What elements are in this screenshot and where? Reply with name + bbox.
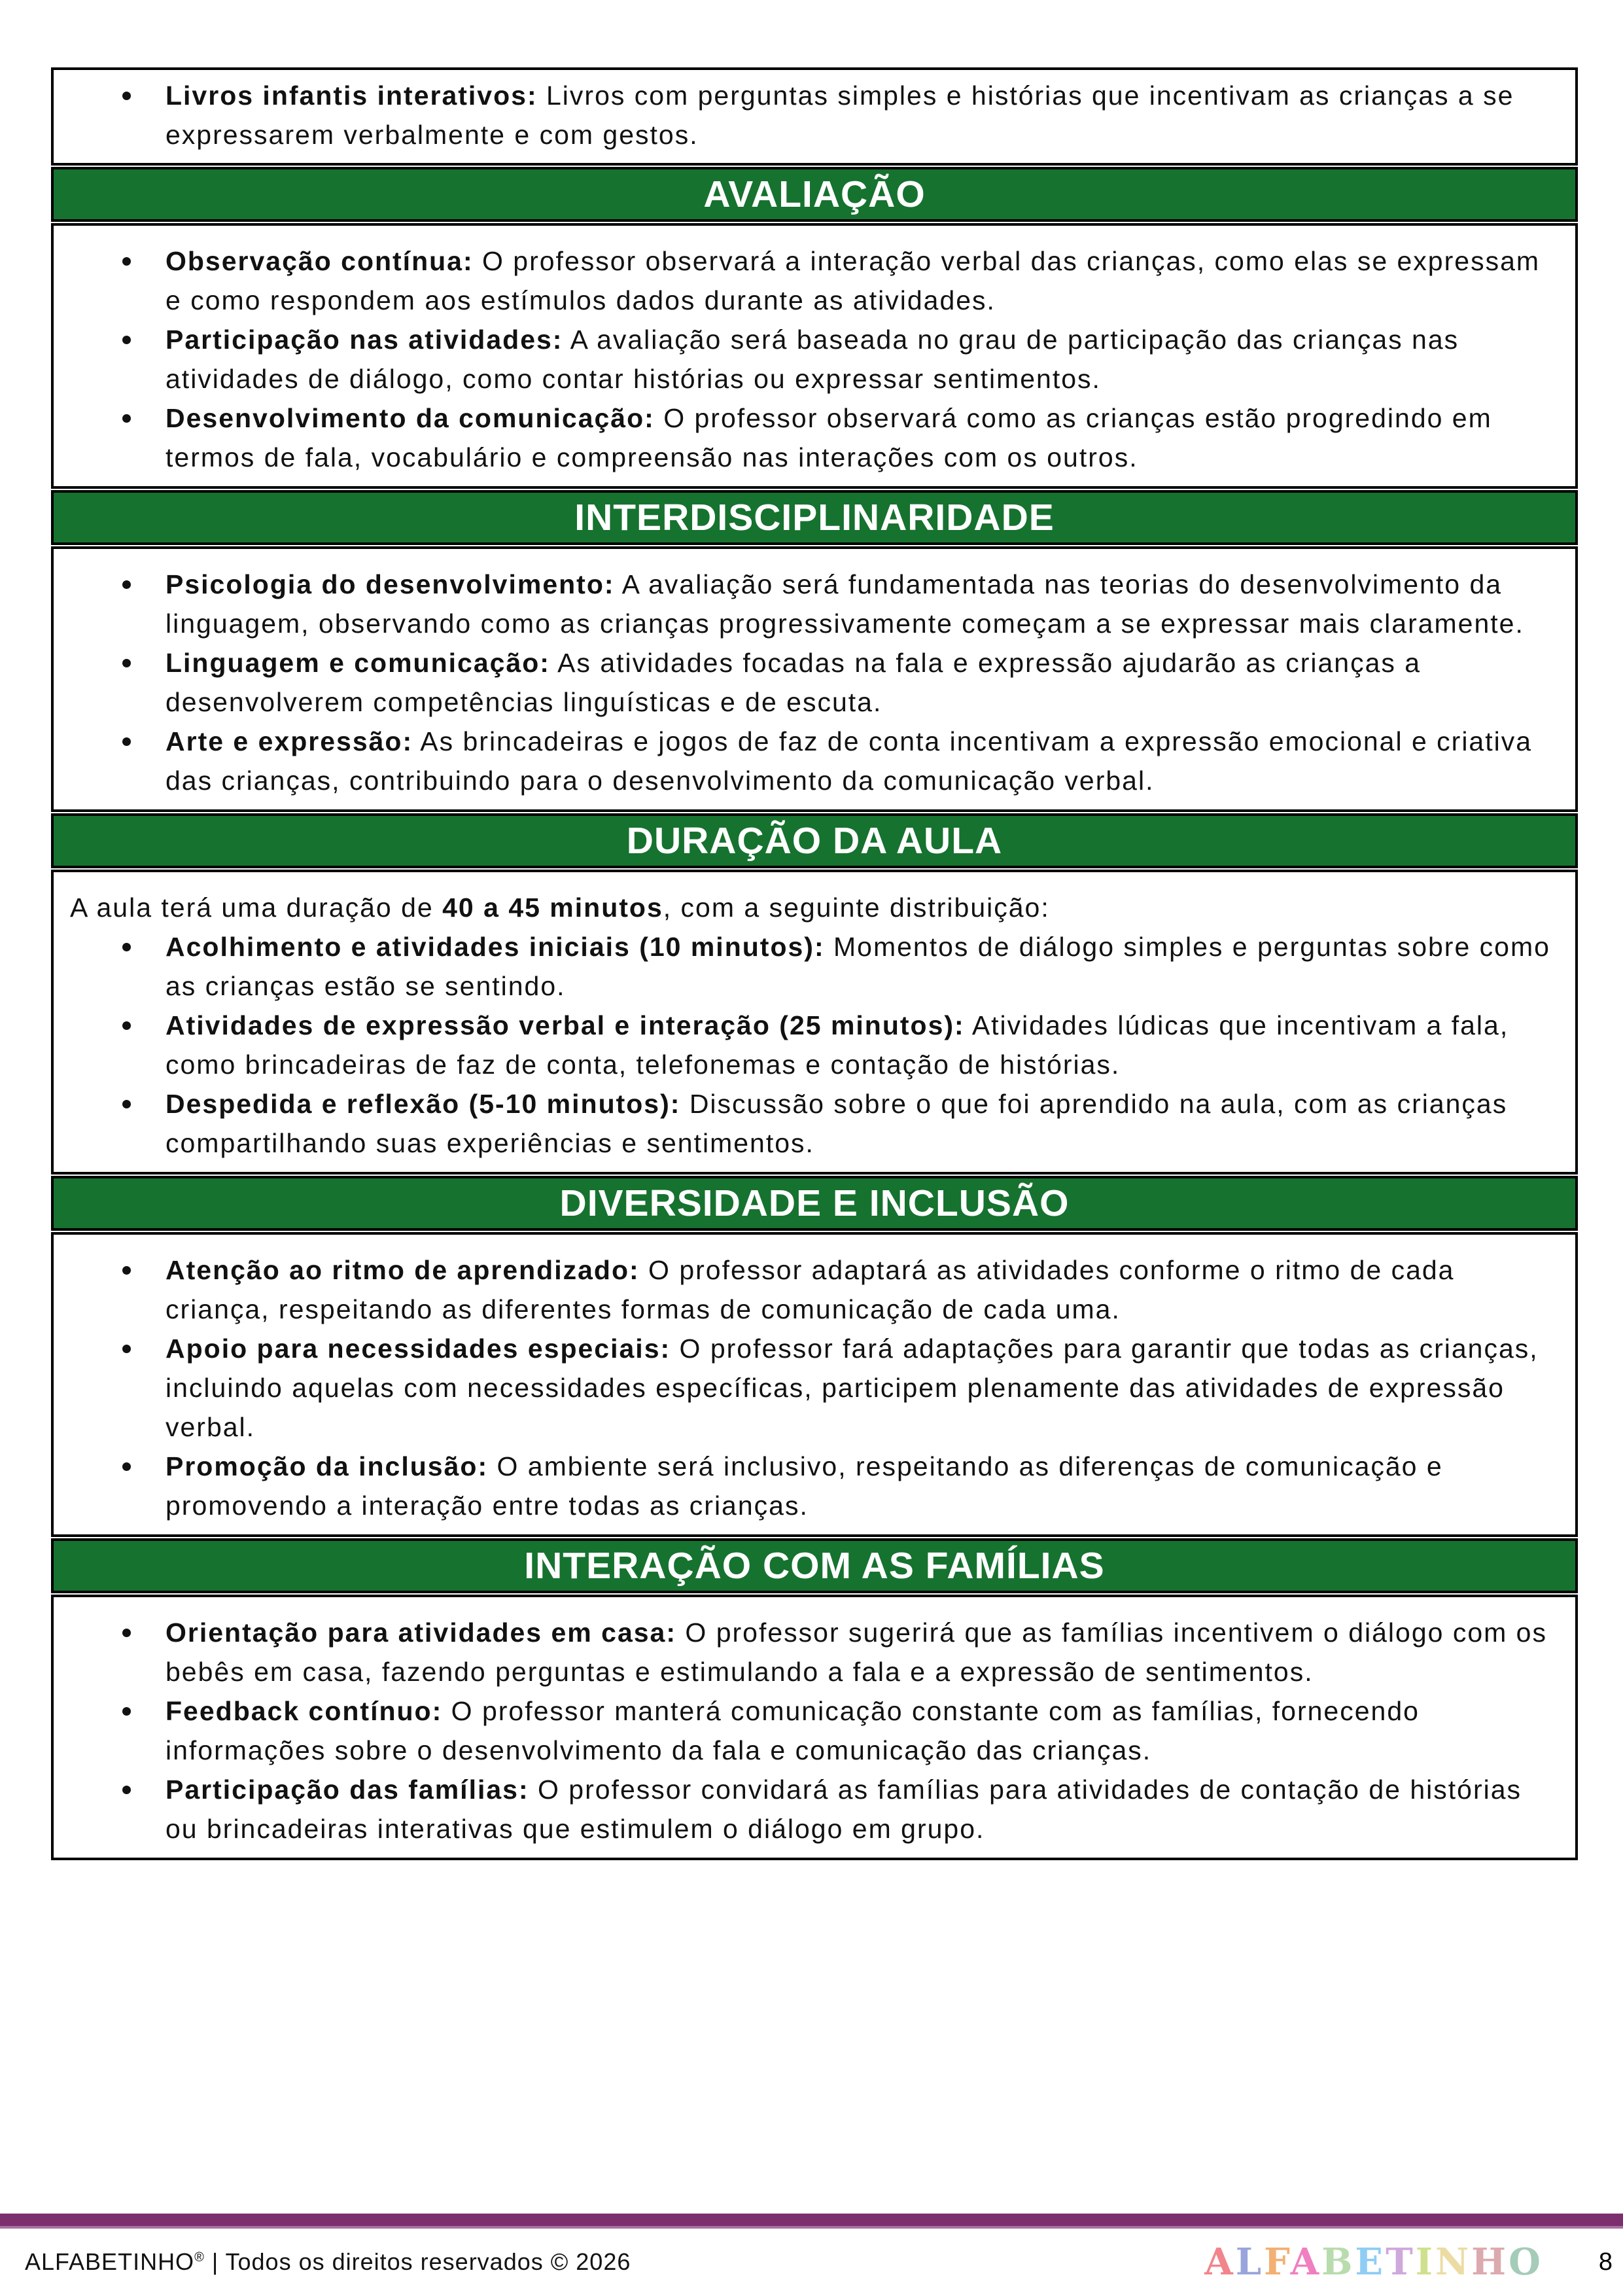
bullet-item xyxy=(166,76,1561,154)
bullet-item xyxy=(166,320,1561,398)
bullet-text: O professor fará adaptações para garantir que todas as crianças, incluindo aquelas com necessidades específicas, participem plenamente das atividades de expressão verbal. xyxy=(166,1333,1539,1442)
bullet-lead: Feedback contínuo: xyxy=(166,1696,443,1726)
section-header: DURAÇÃO DA AULA xyxy=(51,813,1578,868)
section-header: DIVERSIDADE E INCLUSÃO xyxy=(51,1176,1578,1231)
logo-letter: O xyxy=(1509,2240,1543,2284)
bullet-item xyxy=(166,1447,1561,1525)
bullet-lead: Promoção da inclusão: xyxy=(166,1451,489,1481)
bullet-list xyxy=(70,241,1561,477)
bullet-lead: Psicologia do desenvolvimento: xyxy=(166,569,615,599)
bullet-text: O professor observará como as crianças estão progredindo em termos de fala, vocabulário e compreensão nas interações com os outros. xyxy=(166,403,1492,472)
logo-letter: I xyxy=(1415,2240,1435,2284)
bullet-item xyxy=(166,1691,1561,1770)
bullet-item xyxy=(166,1329,1561,1447)
bullet-item xyxy=(166,241,1561,320)
bullet-item xyxy=(166,1770,1561,1848)
bullet-text: A avaliação será baseada no grau de participação das crianças nas atividades de diálogo, como contar histórias ou expressar sentimentos. xyxy=(166,325,1459,394)
bullet-lead: Participação nas atividades: xyxy=(166,325,563,355)
logo-letter: H xyxy=(1471,2240,1509,2284)
bullet-list xyxy=(70,1250,1561,1525)
section-box xyxy=(51,546,1578,812)
bullet-text: O ambiente será inclusivo, respeitando as diferenças de comunicação e promovendo a interação entre todas as crianças. xyxy=(166,1451,1443,1521)
bullet-item xyxy=(166,722,1561,800)
bullet-item xyxy=(166,565,1561,643)
bullet-lead: Atividades de expressão verbal e interação (25 minutos): xyxy=(166,1010,965,1040)
section-header: AVALIAÇÃO xyxy=(51,167,1578,222)
bullet-item xyxy=(166,398,1561,477)
bullet-text: O professor convidará as famílias para atividades de contação de histórias ou brincadeiras interativas que estimulem o diálogo em grupo. xyxy=(166,1775,1522,1844)
section-header: INTERDISCIPLINARIDADE xyxy=(51,490,1578,545)
section-box xyxy=(51,1595,1578,1860)
bullet-text: Livros com perguntas simples e histórias que incentivam as crianças a se expressarem verbalmente e com gestos. xyxy=(166,80,1514,150)
footer-brand: ALFABETINHO xyxy=(25,2248,195,2275)
bullet-text: O professor adaptará as atividades conforme o ritmo de cada criança, respeitando as diferentes formas de comunicação de cada uma. xyxy=(166,1255,1455,1324)
registered-mark: ® xyxy=(194,2250,205,2265)
bullet-lead: Atenção ao ritmo de aprendizado: xyxy=(166,1255,640,1285)
bullet-text: O professor sugerirá que as famílias incentivem o diálogo com os bebês em casa, fazendo perguntas e estimulando a fala e a expressão de sentimentos. xyxy=(166,1617,1547,1687)
bullet-item xyxy=(166,927,1561,1006)
page-number: 8 xyxy=(1598,2248,1613,2276)
logo-letter: F xyxy=(1264,2240,1291,2284)
bullet-list xyxy=(70,565,1561,800)
footer-rule xyxy=(0,2214,1623,2229)
logo-letter: N xyxy=(1435,2240,1472,2284)
section-box xyxy=(51,870,1578,1174)
bullet-lead: Desenvolvimento da comunicação: xyxy=(166,403,655,433)
intro-text: , com a seguinte distribuição: xyxy=(663,892,1050,923)
bullet-item xyxy=(166,1084,1561,1163)
logo-letter: T xyxy=(1386,2240,1416,2284)
logo-letter: A xyxy=(1204,2240,1236,2284)
footer-rights: | Todos os direitos reservados © 2026 xyxy=(204,2248,631,2275)
logo-letter: E xyxy=(1355,2240,1386,2284)
bullet-lead: Despedida e reflexão (5-10 minutos): xyxy=(166,1089,681,1119)
bullet-lead: Linguagem e comunicação: xyxy=(166,648,550,678)
bullet-lead: Arte e expressão: xyxy=(166,726,413,756)
section-box xyxy=(51,67,1578,166)
bullet-lead: Livros infantis interativos: xyxy=(166,80,538,111)
footer-copyright xyxy=(25,2248,631,2276)
bullet-item xyxy=(166,1613,1561,1691)
bullet-lead: Acolhimento e atividades iniciais (10 minutos): xyxy=(166,932,825,962)
bullet-item xyxy=(166,643,1561,722)
bullet-text: O professor observará a interação verbal das crianças, como elas se expressam e como respondem aos estímulos dados durante as atividades. xyxy=(166,246,1541,315)
bullet-lead: Apoio para necessidades especiais: xyxy=(166,1333,671,1364)
bullet-lead: Observação contínua: xyxy=(166,246,474,276)
bullet-text: As atividades focadas na fala e expressão ajudarão as crianças a desenvolverem competências linguísticas e de escuta. xyxy=(166,648,1422,717)
section-box xyxy=(51,1232,1578,1537)
bullet-item xyxy=(166,1250,1561,1329)
logo-letter: A xyxy=(1290,2240,1322,2284)
bullet-list xyxy=(70,927,1561,1163)
footer xyxy=(25,2241,1613,2283)
brand-logo xyxy=(1204,2240,1543,2284)
intro-bold-text: 40 a 45 minutos xyxy=(442,892,663,923)
bullet-text: Atividades lúdicas que incentivam a fala, como brincadeiras de faz de conta, telefonemas e contação de histórias. xyxy=(166,1010,1509,1080)
bullet-text: Momentos de diálogo simples e perguntas sobre como as crianças estão se sentindo. xyxy=(166,932,1550,1001)
bullet-text: A avaliação será fundamentada nas teorias do desenvolvimento da linguagem, observando como as crianças progressivamente começam a se expressar mais claramente. xyxy=(166,569,1524,639)
logo-letter: B xyxy=(1321,2240,1355,2284)
bullet-lead: Participação das famílias: xyxy=(166,1775,529,1805)
bullet-list xyxy=(70,76,1561,154)
logo-letter: L xyxy=(1235,2240,1265,2284)
bullet-text: O professor manterá comunicação constante com as famílias, fornecendo informações sobre o desenvolvimento da fala e comunicação das crianças. xyxy=(166,1696,1420,1765)
intro-text: A aula terá uma duração de xyxy=(70,892,443,923)
intro-line xyxy=(70,888,1561,927)
bullet-text: Discussão sobre o que foi aprendido na aula, com as crianças compartilhando suas experiências e sentimentos. xyxy=(166,1089,1508,1158)
content xyxy=(51,67,1578,1860)
bullet-list xyxy=(70,1613,1561,1848)
bullet-item xyxy=(166,1006,1561,1084)
section-box xyxy=(51,223,1578,489)
section-header: INTERAÇÃO COM AS FAMÍLIAS xyxy=(51,1538,1578,1593)
bullet-text: As brincadeiras e jogos de faz de conta incentivam a expressão emocional e criativa das crianças, contribuindo para o desenvolvimento da comunicação verbal. xyxy=(166,726,1533,796)
bullet-lead: Orientação para atividades em casa: xyxy=(166,1617,677,1648)
